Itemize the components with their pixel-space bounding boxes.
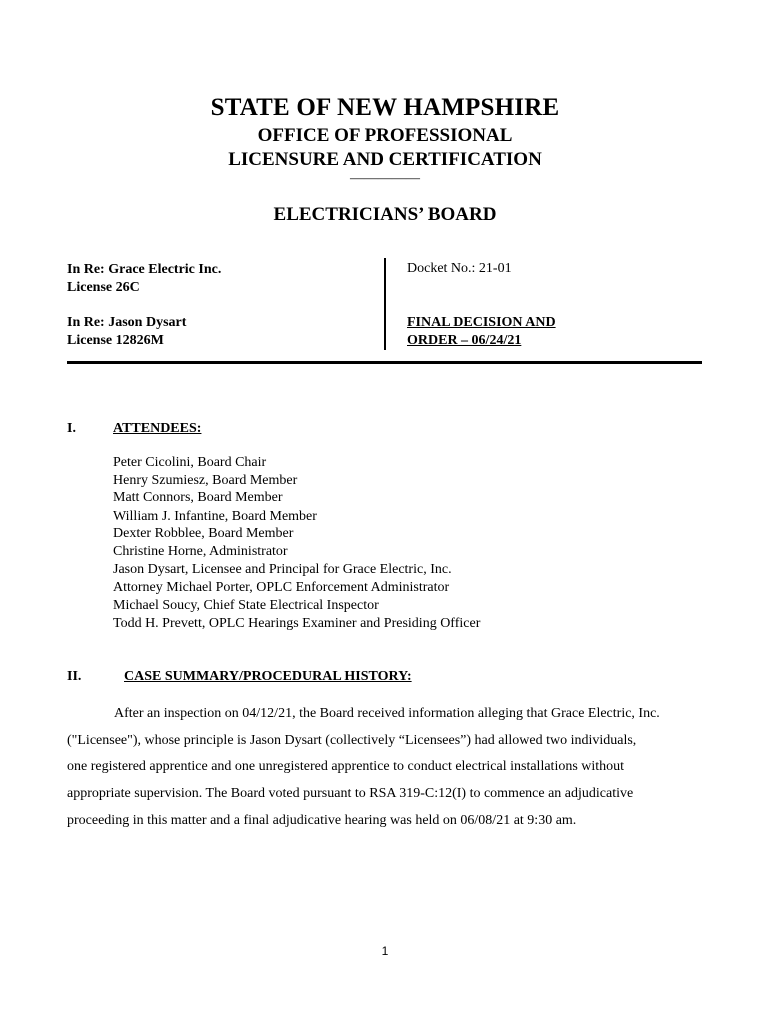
state-title: STATE OF NEW HAMPSHIRE (210, 94, 560, 121)
attendee-item: Matt Connors, Board Member (113, 490, 283, 505)
office-title-line1: OFFICE OF PROFESSIONAL (257, 125, 513, 146)
section1-number: I. (67, 421, 76, 436)
docket-number: Docket No.: 21-01 (407, 261, 512, 276)
order-title-line1: FINAL DECISION AND (407, 315, 556, 330)
respondent2-name: In Re: Jason Dysart (67, 315, 187, 330)
respondent2-license: License 12826M (67, 333, 164, 348)
header-separator: ————— (350, 171, 420, 186)
paragraph-line: proceeding in this matter and a final adjudicative hearing was held on 06/08/21 at 9:30 am. (67, 813, 577, 828)
respondent1-name: In Re: Grace Electric Inc. (67, 262, 222, 277)
section2-heading: CASE SUMMARY/PROCEDURAL HISTORY: (124, 669, 412, 684)
respondent1-license: License 26C (67, 280, 140, 295)
paragraph-line: one registered apprentice and one unregistered apprentice to conduct electrical installations without (67, 759, 625, 774)
page-number: 1 (381, 944, 389, 958)
attendee-item: Henry Szumiesz, Board Member (113, 473, 298, 488)
attendee-item: Jason Dysart, Licensee and Principal for Grace Electric, Inc. (113, 562, 452, 577)
attendee-item: Attorney Michael Porter, OPLC Enforcement Administrator (113, 580, 450, 595)
order-title-line2: ORDER – 06/24/21 (407, 333, 522, 348)
office-title-line2: LICENSURE AND CERTIFICATION (228, 149, 542, 170)
paragraph-line: ("Licensee"), whose principle is Jason Dysart (collectively “Licensees”) had allowed two individuals, (67, 733, 637, 748)
attendee-item: Todd H. Prevett, OPLC Hearings Examiner and Presiding Officer (113, 616, 481, 631)
caption-rule (67, 361, 702, 364)
attendee-item: William J. Infantine, Board Member (113, 509, 317, 524)
section1-heading: ATTENDEES: (113, 421, 202, 436)
paragraph-line: After an inspection on 04/12/21, the Board received information alleging that Grace Electric, Inc. (114, 706, 660, 721)
paragraph-line: appropriate supervision. The Board voted pursuant to RSA 319-C:12(I) to commence an adjudicative (67, 786, 634, 801)
caption-divider (384, 258, 386, 350)
attendee-item: Michael Soucy, Chief State Electrical Inspector (113, 598, 379, 613)
attendee-item: Peter Cicolini, Board Chair (113, 455, 267, 470)
attendee-item: Christine Horne, Administrator (113, 544, 288, 559)
section2-number: II. (67, 669, 82, 684)
board-title: ELECTRICIANS’ BOARD (273, 204, 497, 225)
attendee-item: Dexter Robblee, Board Member (113, 526, 294, 541)
